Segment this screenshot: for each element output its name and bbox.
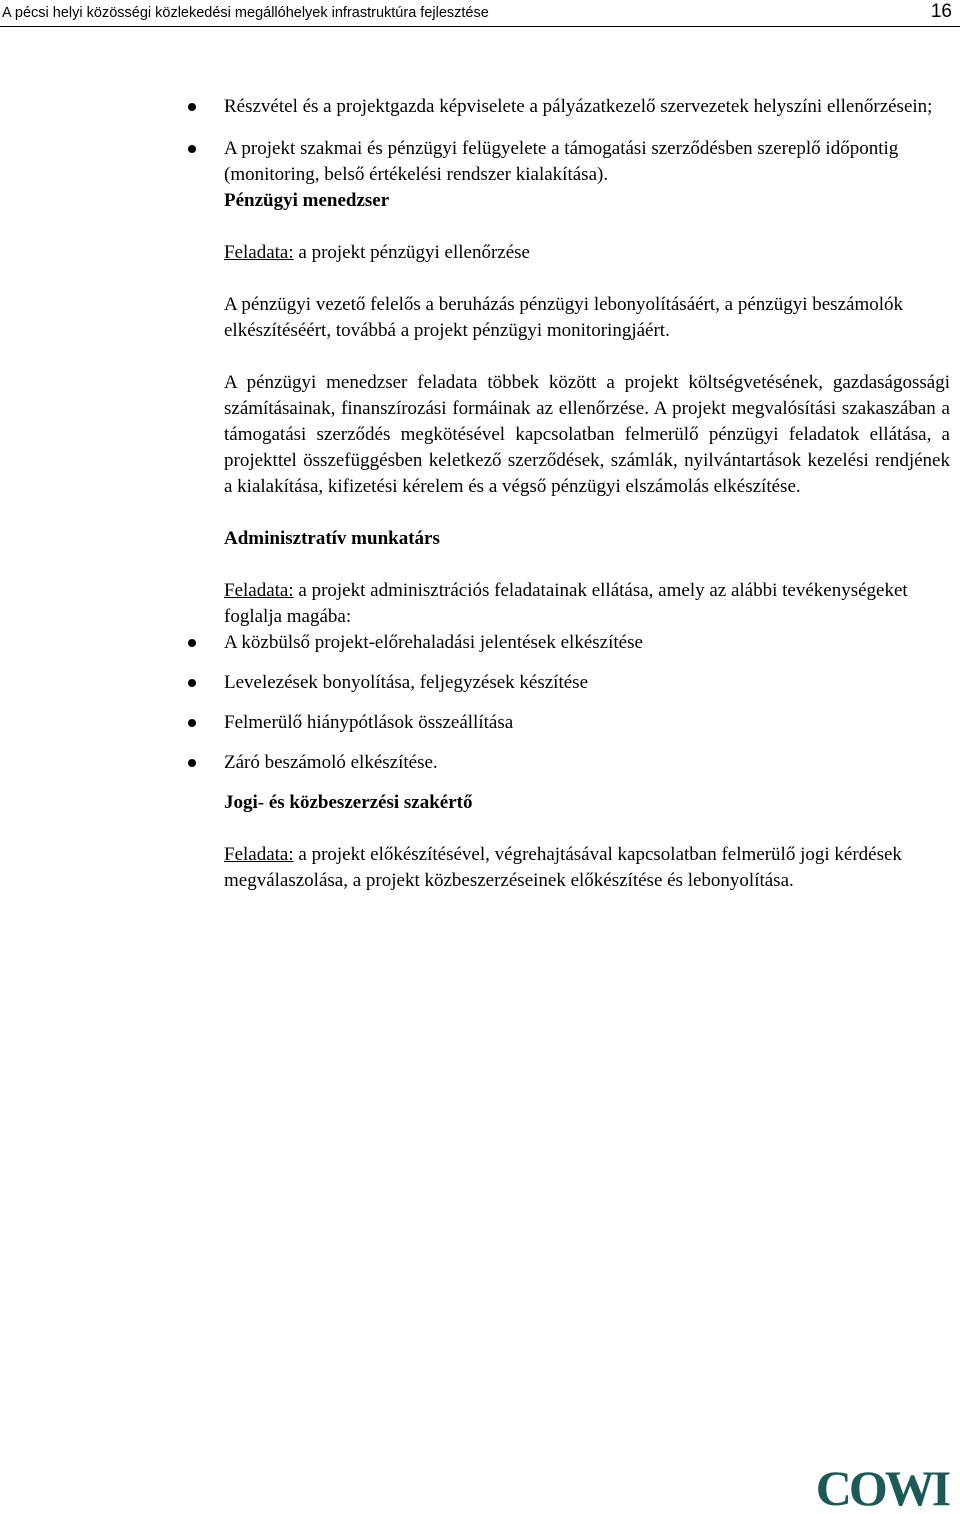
cowi-logo-text: COWI xyxy=(815,1462,949,1510)
list-item-text: A projekt szakmai és pénzügyi felügyelete a támogatási szerződésben szereplő időpontig (monitoring, belső értékelési rendszer kialakítása). xyxy=(224,138,899,185)
bullet-icon xyxy=(188,103,196,111)
bullet-icon xyxy=(188,145,196,153)
paragraph-penzugyi-1: A pénzügyi vezető felelős a beruházás pénzügyi lebonyolításáért, a pénzügyi beszámolók elkészítéséért, továbbá a projekt pénzügyi monitoringjáért. xyxy=(224,294,903,341)
section-heading-penzugyi: Pénzügyi menedzser xyxy=(224,190,390,211)
bullet-icon xyxy=(188,759,196,767)
task-text: a projekt előkészítésével, végrehajtásával kapcsolatban felmerülő jogi kérdések megválaszolása, a projekt közbeszerzéseinek előkészítése és lebonyolítása. xyxy=(224,844,902,891)
list-item-text: Levelezések bonyolítása, feljegyzések készítése xyxy=(224,672,588,693)
cowi-logo xyxy=(812,1462,952,1510)
list-item xyxy=(154,710,950,736)
section-heading-admin: Adminisztratív munkatárs xyxy=(224,528,440,549)
list-item xyxy=(154,750,950,776)
list-item-text: Felmerülő hiánypótlások összeállítása xyxy=(224,712,514,733)
list-item xyxy=(154,630,950,656)
task-label: Feladata: xyxy=(224,242,294,263)
list-item-text: Záró beszámoló elkészítése. xyxy=(224,752,438,773)
section-heading-jogi: Jogi- és közbeszerzési szakértő xyxy=(224,792,473,813)
header-title: A pécsi helyi közösségi közlekedési megállóhelyek infrastruktúra fejlesztése xyxy=(2,5,489,21)
list-item-text: A közbülső projekt-előrehaladási jelentések elkészítése xyxy=(224,632,643,653)
bullet-icon xyxy=(188,719,196,727)
list-item-text: Részvétel és a projektgazda képviselete a pályázatkezelő szervezetek helyszíni ellenőrzésein; xyxy=(224,96,933,117)
page-number: 16 xyxy=(930,1,952,22)
intro-bullet-list xyxy=(224,94,950,188)
task-label: Feladata: xyxy=(224,844,294,865)
task-penzugyi xyxy=(224,240,950,266)
list-item xyxy=(154,136,950,188)
bullet-icon xyxy=(188,639,196,647)
document-body xyxy=(224,94,950,894)
page-header xyxy=(0,0,960,27)
task-text: a projekt adminisztrációs feladatainak ellátása, amely az alábbi tevékenységeket foglalja magába: xyxy=(224,580,908,627)
task-text: a projekt pénzügyi ellenőrzése xyxy=(293,242,530,263)
task-jogi xyxy=(224,842,950,894)
task-label: Feladata: xyxy=(224,580,294,601)
list-item xyxy=(154,670,950,696)
admin-bullet-list xyxy=(224,630,950,776)
list-item xyxy=(154,94,950,120)
task-admin xyxy=(224,578,950,630)
paragraph-penzugyi-2: A pénzügyi menedzser feladata többek között a projekt költségvetésének, gazdaságossági számításainak, finanszírozási formáinak az ellenőrzése. A projekt megvalósítási szakaszában a támogatási szerződés megkötésével kapcsolatban felmerülő pénzügyi feladatok ellátása, a projekttel összefüggésben keletkező szerződések, számlák, nyilvántartások kezelési rendjének a kialakítása, kifizetési kérelem és a végső pénzügyi elszámolás elkészítése. xyxy=(224,372,950,497)
bullet-icon xyxy=(188,679,196,687)
